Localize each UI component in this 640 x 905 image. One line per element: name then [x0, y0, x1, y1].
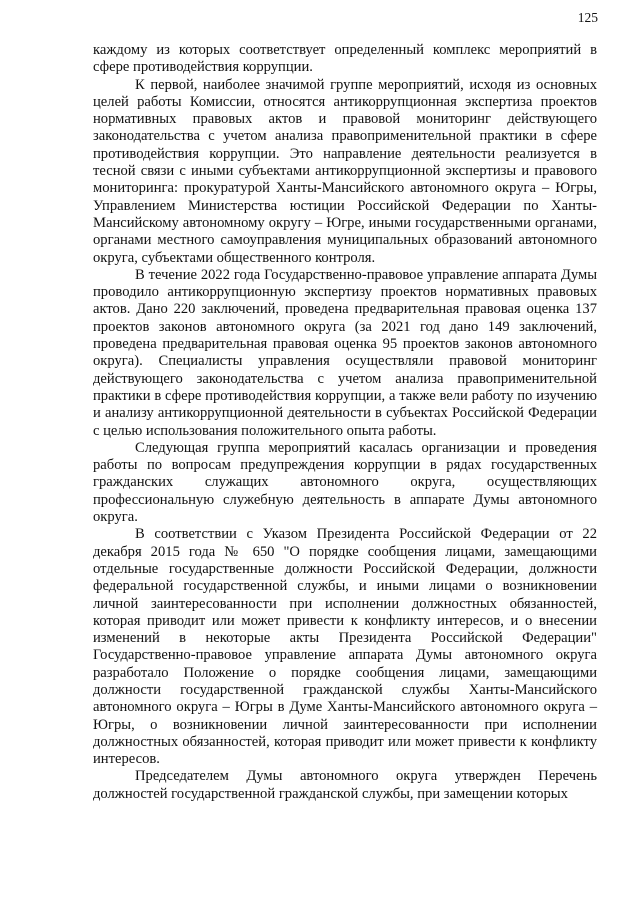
- paragraph-expertise-group: К первой, наиболее значимой группе мероприятий, исходя из основных целей работы Комиссии, относятся антикоррупционная экспертиза проектов нормативных правовых актов и правовой мониторинг действующего законодательства с учетом анализа правоприменительной практики в сфере противодействия коррупции. Это направление деятельности реализуется в тесной связи с иными субъектами антикоррупционной экспертизы и правового мониторинга: прокуратурой Ханты-Мансийского автономного округа – Югры, Управлением Министерства юстиции Российской Федерации по Ханты-Мансийскому автономному округу – Югре, иными государственными органами, органами местного самоуправления муниципальных образований автономного округа, субъектами общественного контроля.: [93, 76, 597, 266]
- paragraph-civil-servants: Следующая группа мероприятий касалась организации и проведения работы по вопросам предупреждения коррупции в рядах государственных гражданских служащих автономного округа, осуществляющих профессиональную служебную деятельность в аппарате Думы автономного округа.: [93, 439, 597, 526]
- paragraph-positions-list: Председателем Думы автономного округа утвержден Перечень должностей государственной гражданской службы, при замещении которых: [93, 768, 597, 802]
- document-body: [93, 42, 597, 803]
- paragraph-2022-expertise: В течение 2022 года Государственно-правовое управление аппарата Думы проводило антикоррупционную экспертизу проектов нормативных правовых актов. Дано 220 заключений, проведена предварительная правовая оценка 137 проектов законов автономного округа (за 2021 год дано 149 заключений, проведена предварительная правовая оценка 95 проектов законов автономного округа). Специалисты управления осуществляли правовой мониторинг действующего законодательства с учетом анализа правоприменительной практики в сфере противодействия коррупции, а также вели работу по изучению и анализу антикоррупционной деятельности в субъектах Российской Федерации с целью использования положительного опыта работы.: [93, 266, 597, 439]
- paragraph-continuation: каждому из которых соответствует определенный комплекс мероприятий в сфере противодействия коррупции.: [93, 42, 597, 76]
- page-number: 125: [577, 10, 598, 25]
- paragraph-decree-650: В соответствии с Указом Президента Российской Федерации от 22 декабря 2015 года № 650 "О порядке сообщения лицами, замещающими отдельные государственные должности Российской Федерации, должности федеральной государственной службы, и иными лицами о возникновении личной заинтересованности при исполнении должностных обязанностей, которая приводит или может привести к конфликту интересов, и о внесении изменений в некоторые акты Президента Российской Федерации" Государственно-правовое управление аппарата Думы автономного округа разработало Положение о порядке сообщения лицами, замещающими должности государственной гражданской службы Ханты-Мансийского автономного округа – Югры в Думе Ханты-Мансийского автономного округа – Югры, о возникновении личной заинтересованности при исполнении должностных обязанностей, которая приводит или может привести к конфликту интересов.: [93, 526, 597, 768]
